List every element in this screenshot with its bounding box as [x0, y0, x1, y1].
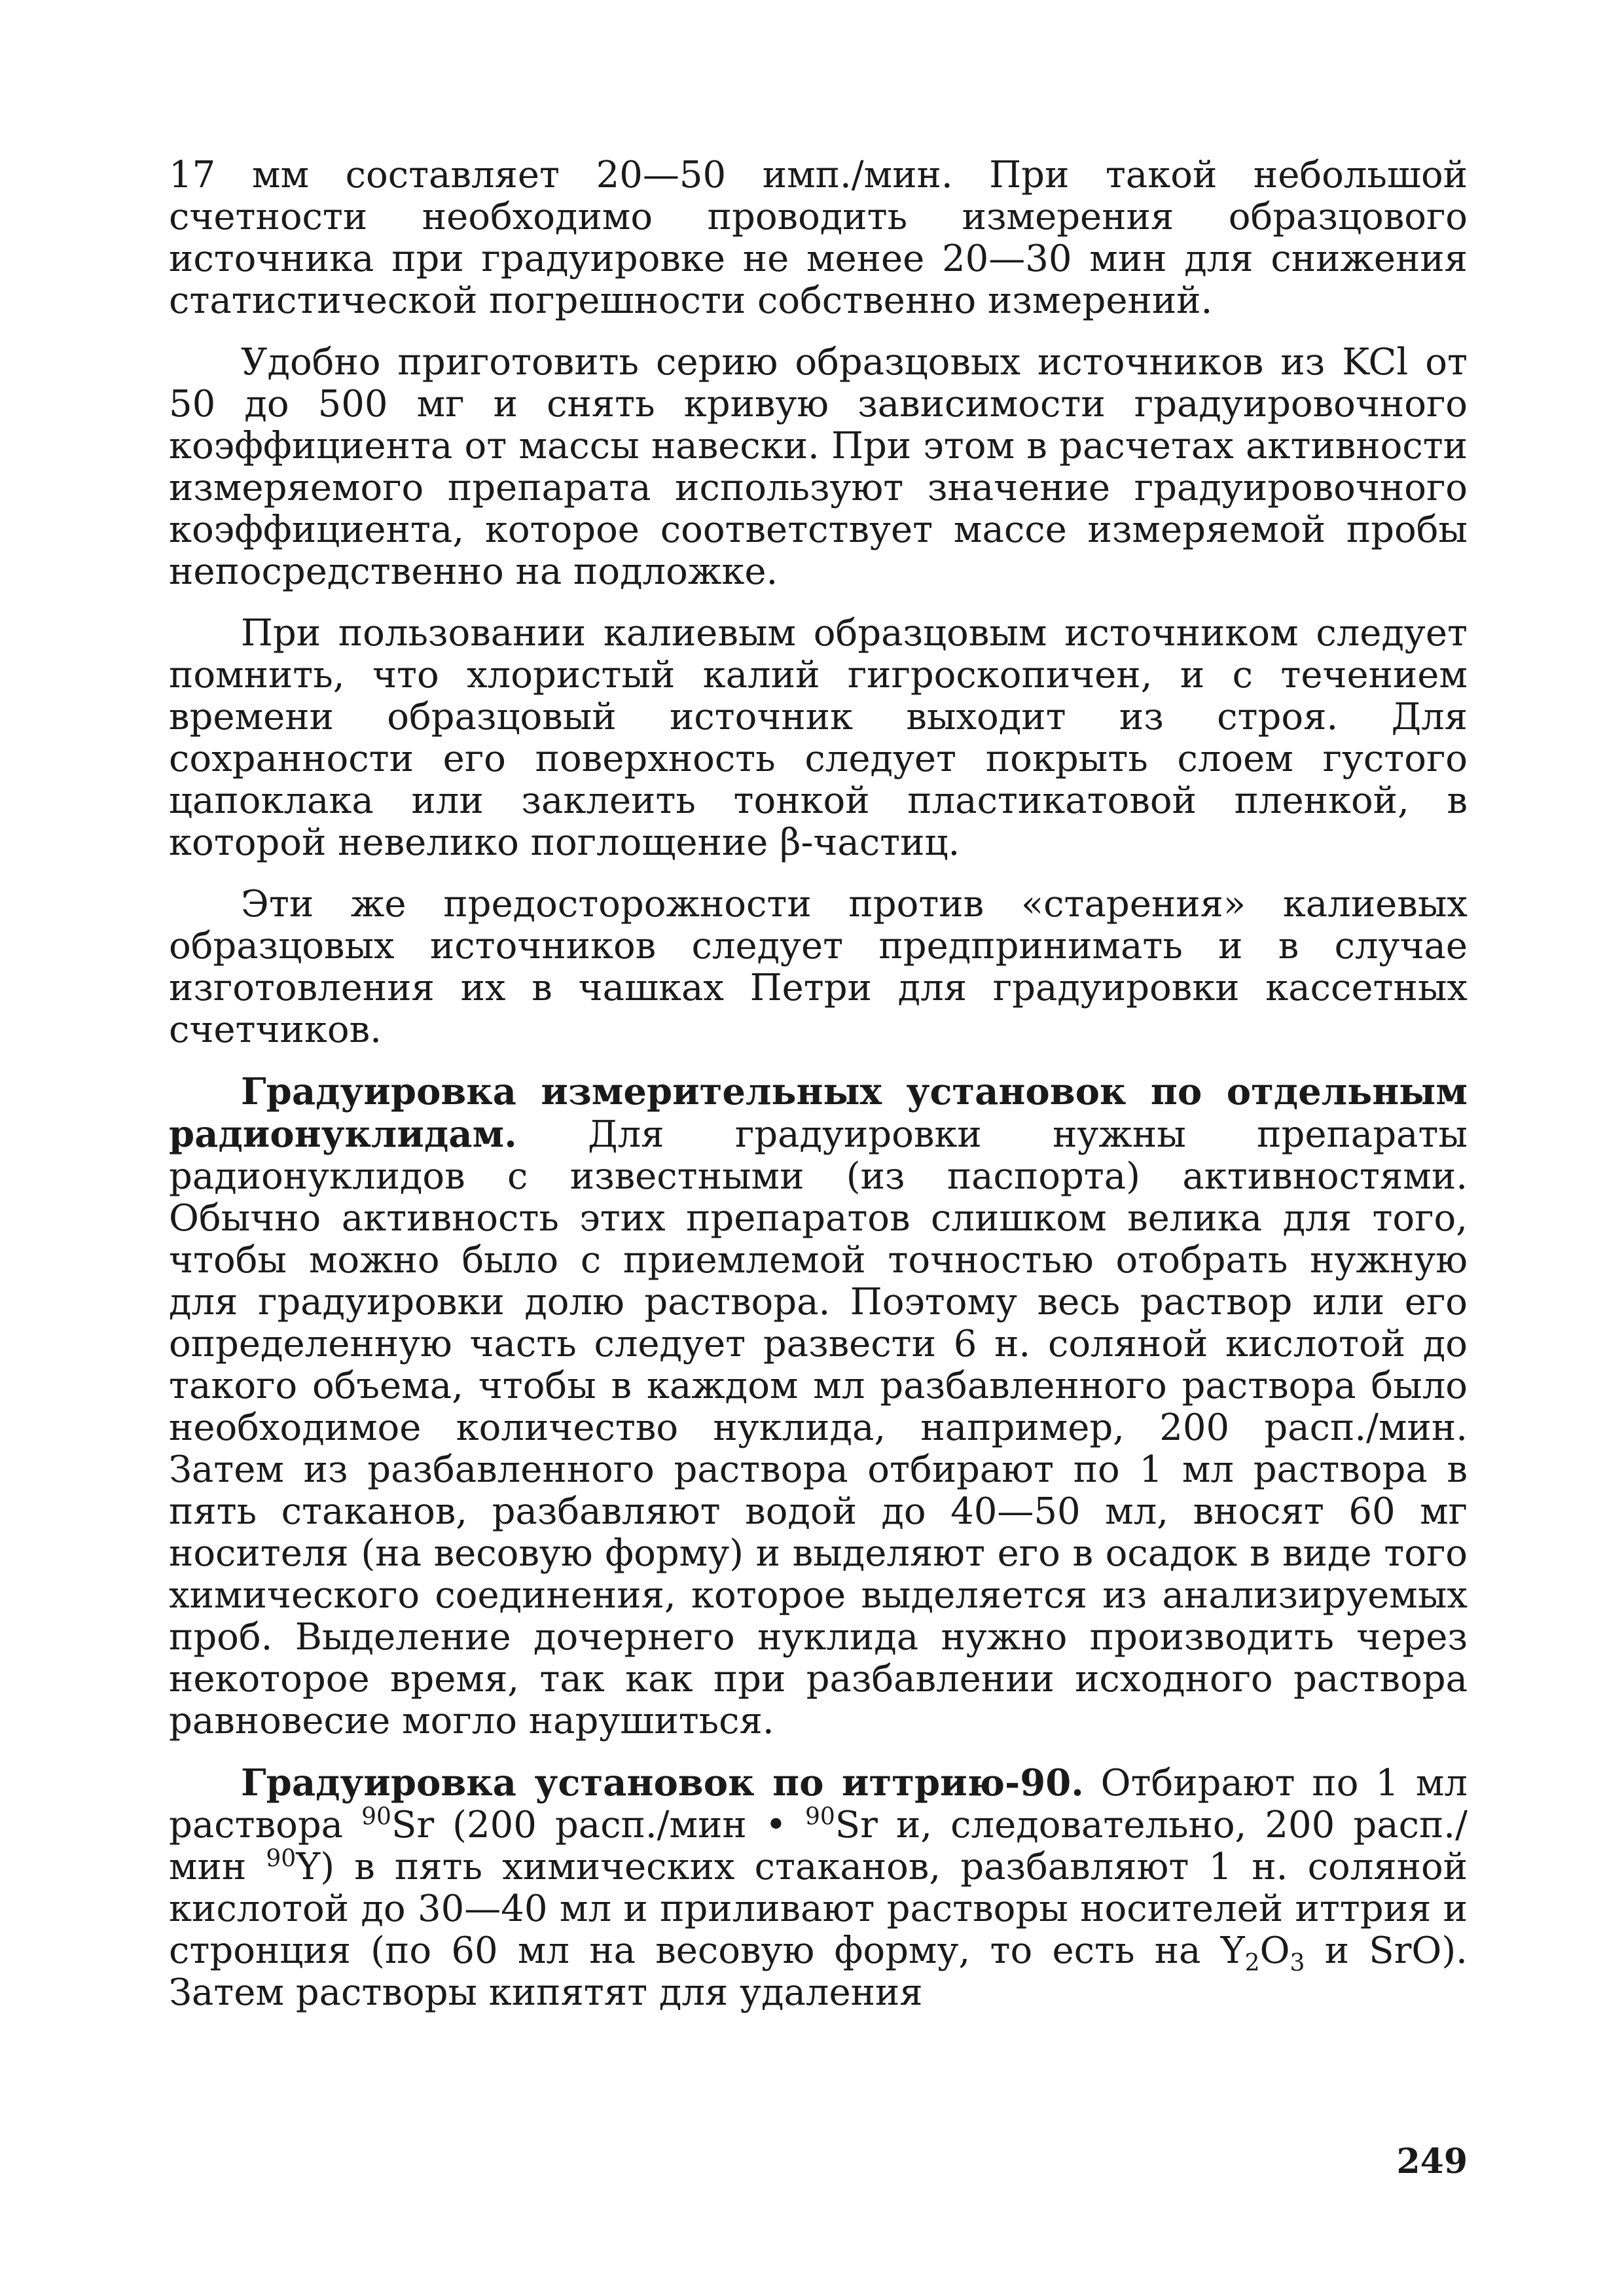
paragraph-4-text: Эти же предосторожности против «старения» калиевых образцовых источников следует предпринимать и в случае изготовления их в чашках Петри для градуировки кассетных счетчиков. [169, 883, 1468, 1051]
paragraph-2 [169, 342, 1468, 593]
page-number: 249 [1396, 2142, 1468, 2181]
formula-subscript: 3 [1290, 1950, 1305, 1977]
formula-subscript: 2 [1244, 1950, 1260, 1977]
paragraph-6-seg5: O [1259, 1929, 1290, 1972]
paragraph-6-seg3: Sr и, следовательно, 200 расп./мин [169, 1804, 1468, 1888]
paragraph-6-seg2: Sr (200 расп./мин • [391, 1804, 787, 1846]
paragraph-5-heading: Градуировка измерительных установок по отдельным радионуклидам. [169, 1070, 1468, 1156]
paragraph-3 [169, 613, 1468, 864]
paragraph-5 [169, 1071, 1468, 1742]
paragraph-1 [169, 154, 1468, 322]
paragraph-4 [169, 884, 1468, 1051]
paragraph-6-seg4: Y) в пять химических стаканов, разбавляют 1 н. соляной кислотой до 30—40 мл и приливают растворы носителей иттрия и стронция (по 60 мл на весовую форму, то есть на Y [169, 1846, 1468, 1972]
paragraph-6 [169, 1762, 1468, 2014]
page-text-block [169, 154, 1468, 2170]
paragraph-6-seg1: Отбирают по 1 мл раствора [169, 1762, 1468, 1846]
isotope-mass-number: 90 [266, 1845, 297, 1873]
paragraph-3-text: При пользовании калиевым образцовым источником следует помнить, что хлористый калий гигроскопичен, и с течением времени образцовый источник выходит из строя. Для сохранности его поверхность следует покрыть слоем густого цапоклака или заклеить тонкой пластикатовой пленкой, в которой невелико поглощение β-частиц. [169, 612, 1468, 864]
paragraph-6-seg6: и SrO). Затем растворы кипятят для удаления [169, 1929, 1468, 2014]
isotope-mass-number: 90 [361, 1803, 391, 1831]
paragraph-1-text: 17 мм составляет 20—50 имп./мин. При такой небольшой счетности необходимо проводить измерения образцового источника при градуировке не менее 20—30 мин для снижения статистической погрешности собственно измерений. [169, 154, 1468, 322]
paragraph-6-heading: Градуировка установок по иттрию-90. [241, 1761, 1084, 1804]
paragraph-5-text: Для градуировки нужны препараты радионуклидов с известными (из паспорта) активностями. Обычно активность этих препаратов слишком велика для того, чтобы можно было с приемлемой точностью отобрать нужную для градуировки долю раствора. Поэтому весь раствор или его определенную часть следует развести 6 н. соляной кислотой до такого объема, чтобы в каждом мл разбавленного раствора было необходимое количество нуклида, например, 200 расп./мин. Затем из разбавленного раствора отбирают по 1 мл раствора в пять стаканов, разбавляют водой до 40—50 мл, вносят 60 мг носителя (на весовую форму) и выделяют его в осадок в виде того химического соединения, которое выделяется из анализируемых проб. Выделение дочернего нуклида нужно производить через некоторое время, так как при разбавлении исходного раствора равновесие могло нарушиться. [169, 1113, 1468, 1742]
paragraph-2-text: Удобно приготовить серию образцовых источников из KCl от 50 до 500 мг и снять кривую зависимости градуировочного коэффициента от массы навески. При этом в расчетах активности измеряемого препарата используют значение градуировочного коэффициента, которое соответствует массе измеряемой пробы непосредственно на подложке. [169, 341, 1468, 593]
isotope-mass-number: 90 [804, 1803, 835, 1831]
